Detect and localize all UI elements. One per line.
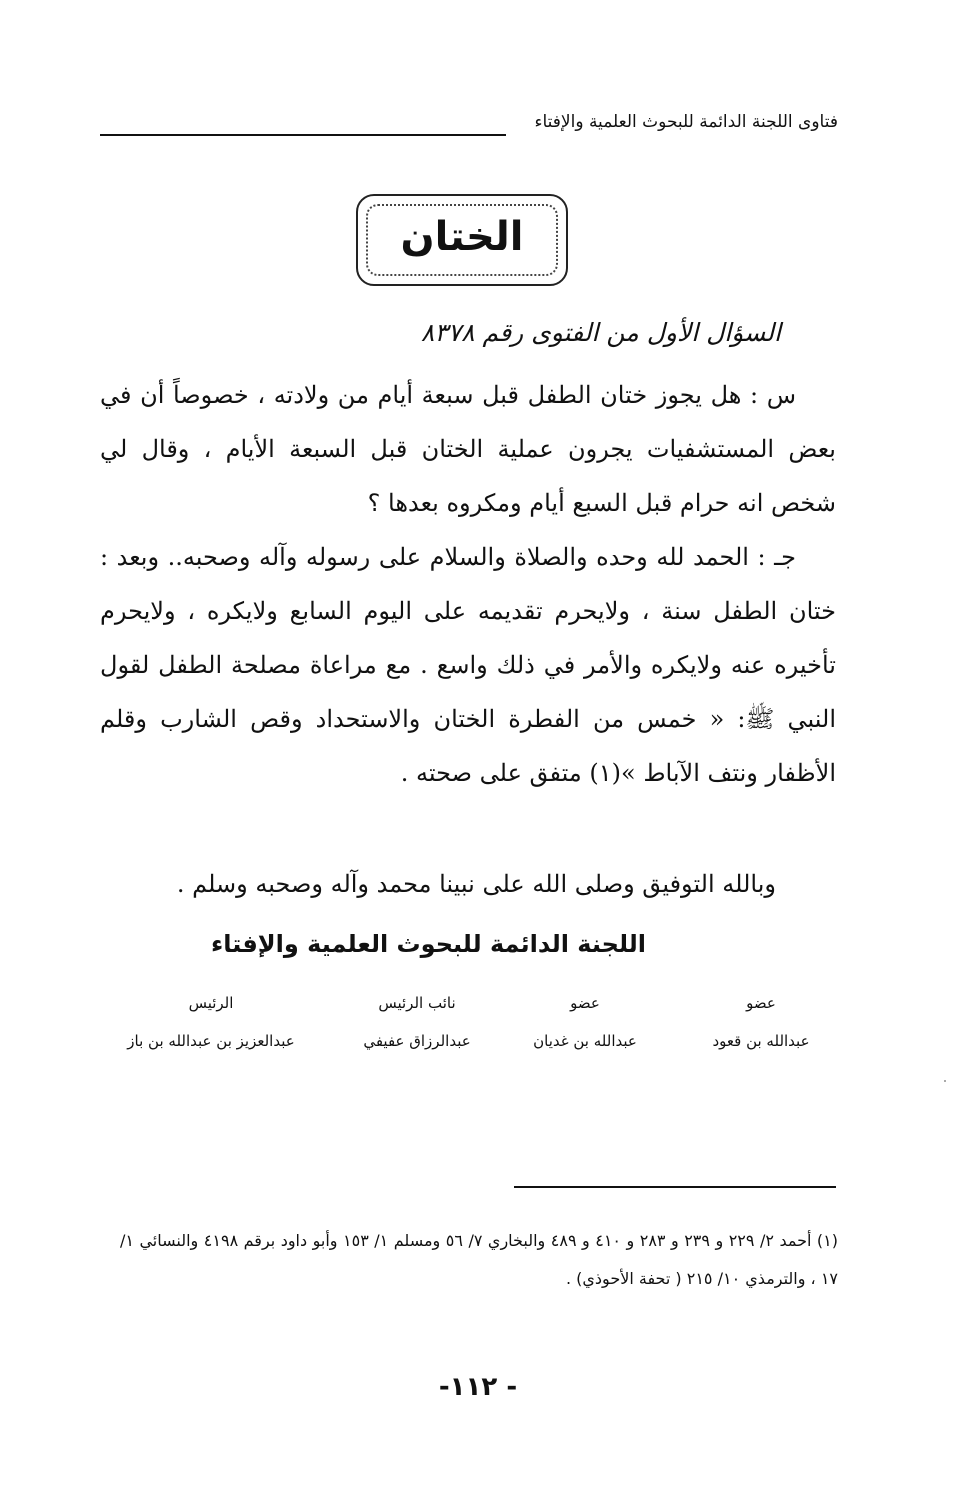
fatwa-reference: السؤال الأول من الفتوى رقم ٨٣٧٨	[420, 318, 781, 347]
fatwa-answer: جـ : الحمد لله وحده والصلاة والسلام على رسوله وآله وصحبه.. وبعد : ختان الطفل سنة ، ولايحرم تقديمه على اليوم السابع ولايكره ، ولايحرم تأخيره عنه ولايكره والأمر في ذلك واسع . مع مراعاة مصلحة الطفل لقول النبي ﷺ: « خمس من الفطرة الختان والاستحداد وقص الشارب وقلم الأظفار ونتف الآباط »(١) متفق على صحته .	[100, 543, 836, 787]
signatory-name: عبدالله بن غديان	[533, 1032, 637, 1050]
fatwa-question: س : هل يجوز ختان الطفل قبل سبعة أيام من ولادته ، خصوصاً أن في بعض المستشفيات يجرون عملية الختان قبل السبعة الأيام ، وقال لي شخص انه حرام قبل السبع أيام ومكروه بعدها ؟	[100, 381, 836, 517]
page-number: - ١١٢-	[438, 1372, 518, 1402]
header-rule	[100, 134, 506, 136]
signatory-name: عبدالرزاق عفيفي	[363, 1032, 471, 1050]
signatory-name: عبدالله بن قعود	[712, 1032, 810, 1050]
signatory-4	[106, 984, 316, 1060]
signatory-name: عبدالعزيز بن عبدالله بن باز	[127, 1032, 295, 1050]
fatwa-closing: وبالله التوفيق وصلى الله على نبينا محمد وآله وصحبه وسلم .	[176, 870, 776, 898]
scan-speck	[944, 1080, 946, 1082]
running-header-title: فتاوى اللجنة الدائمة للبحوث العلمية والإفتاء	[534, 112, 838, 132]
signatory-role: عضو	[570, 994, 600, 1012]
footnote	[120, 1222, 838, 1298]
signatory-2	[510, 984, 660, 1060]
footnote-text: (١) أحمد ٢/ ٢٢٩ و ٢٣٩ و ٢٨٣ و ٤١٠ و ٤٨٩ والبخاري ٧/ ٥٦ ومسلم ١/ ١٥٣ وأبو داود برقم ٤١٩٨ والنسائي ١/ ١٧ ، والترمذي ١٠/ ٢١٥ ( تحفة الأحوذي) .	[120, 1231, 838, 1288]
footnote-rule	[514, 1186, 836, 1188]
fatwa-body	[100, 368, 836, 800]
signatory-role: الرئيس	[188, 994, 234, 1012]
signatory-role: نائب الرئيس	[378, 994, 456, 1012]
committee-name: اللجنة الدائمة للبحوث العلمية والإفتاء	[211, 930, 646, 958]
chapter-title: الختان	[400, 214, 524, 260]
signatory-role: عضو	[746, 994, 776, 1012]
signatory-3	[342, 984, 492, 1060]
signatory-1	[686, 984, 836, 1060]
